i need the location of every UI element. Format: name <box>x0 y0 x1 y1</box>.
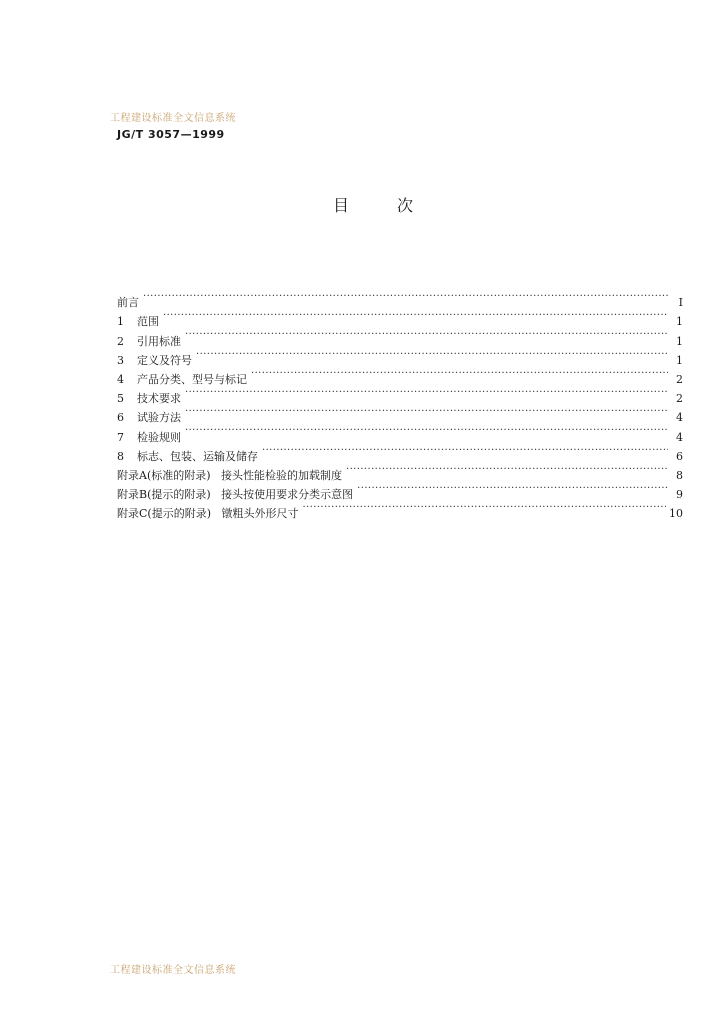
toc-entry-title: 产品分类、型号与标记 <box>137 372 247 386</box>
toc-entry-label <box>117 332 183 351</box>
toc-dot-leader <box>344 460 668 479</box>
toc-entry-title: 附录A(标准的附录) 接头性能检验的加载制度 <box>117 468 343 482</box>
standard-code: JG/T 3057—1999 <box>117 128 225 141</box>
table-of-contents <box>117 287 683 521</box>
toc-entry-label <box>117 408 183 427</box>
toc-entry-page: 10 <box>669 507 683 521</box>
toc-dot-leader <box>183 383 668 402</box>
toc-entry-title: 标志、包装、运输及储存 <box>137 449 258 463</box>
toc-entry-page: 1 <box>676 315 683 329</box>
toc-entry-title: 试验方法 <box>137 411 181 425</box>
toc-entry-page: 6 <box>676 449 683 463</box>
toc-entry-number: 3 <box>117 353 124 367</box>
toc-entry-requirements[interactable] <box>117 383 683 406</box>
toc-entry-label <box>117 312 161 331</box>
toc-entry-page: 2 <box>676 372 683 386</box>
toc-dot-leader <box>194 345 668 364</box>
watermark-bottom: 工程建设标准全文信息系统 <box>110 965 236 976</box>
toc-entry-definitions[interactable] <box>117 345 683 367</box>
toc-entry-references[interactable] <box>117 325 683 348</box>
toc-dot-leader <box>249 364 668 383</box>
toc-entry-page: 4 <box>676 430 683 444</box>
toc-entry-title: 检验规则 <box>137 430 181 444</box>
toc-entry-label <box>117 428 183 447</box>
page-title: 目次 <box>332 196 461 215</box>
toc-dot-leader <box>183 421 668 440</box>
toc-entry-number: 2 <box>117 334 124 348</box>
toc-entry-number: 1 <box>117 315 124 329</box>
toc-entry-marking[interactable] <box>117 441 683 463</box>
toc-dot-leader <box>183 402 668 421</box>
toc-entry-title: 定义及符号 <box>137 353 192 367</box>
toc-entry-label <box>117 351 194 370</box>
toc-entry-label <box>117 389 183 408</box>
toc-dot-leader <box>260 441 668 460</box>
toc-dot-leader <box>161 306 668 325</box>
toc-entry-number: 5 <box>117 392 124 406</box>
toc-entry-title: 技术要求 <box>137 392 181 406</box>
toc-entry-page: 2 <box>676 392 683 406</box>
toc-entry-number: 8 <box>117 449 124 463</box>
toc-entry-page: 1 <box>676 334 683 348</box>
toc-dot-leader <box>301 498 667 517</box>
toc-entry-inspection[interactable] <box>117 421 683 444</box>
toc-dot-leader <box>141 287 668 306</box>
watermark-top: 工程建设标准全文信息系统 <box>110 113 236 124</box>
toc-entry-title: 附录B(提示的附录) 接头按使用要求分类示意图 <box>117 488 354 502</box>
toc-entry-title: 引用标准 <box>137 334 181 348</box>
toc-entry-page: I <box>678 296 683 310</box>
toc-entry-title: 范围 <box>137 315 159 329</box>
toc-dot-leader <box>183 325 668 344</box>
toc-entry-number: 7 <box>117 430 124 444</box>
toc-entry-title: 附录C(提示的附录) 镦粗头外形尺寸 <box>117 507 299 521</box>
toc-entry-page: 4 <box>676 411 683 425</box>
toc-entry-number: 4 <box>117 372 124 386</box>
toc-entry-label <box>117 293 141 312</box>
toc-entry-page: 8 <box>676 468 683 482</box>
toc-entry-number: 6 <box>117 411 124 425</box>
toc-entry-page: 9 <box>676 488 683 502</box>
toc-entry-label <box>117 447 260 466</box>
toc-entry-label <box>117 466 344 485</box>
toc-entry-classification[interactable] <box>117 364 683 386</box>
toc-entry-foreword[interactable] <box>117 287 683 310</box>
toc-entry-scope[interactable] <box>117 306 683 329</box>
toc-entry-label <box>117 504 301 523</box>
toc-entry-page: 1 <box>676 353 683 367</box>
toc-entry-test-methods[interactable] <box>117 402 683 425</box>
toc-entry-title: 前言 <box>117 296 139 310</box>
toc-dot-leader <box>355 479 668 498</box>
